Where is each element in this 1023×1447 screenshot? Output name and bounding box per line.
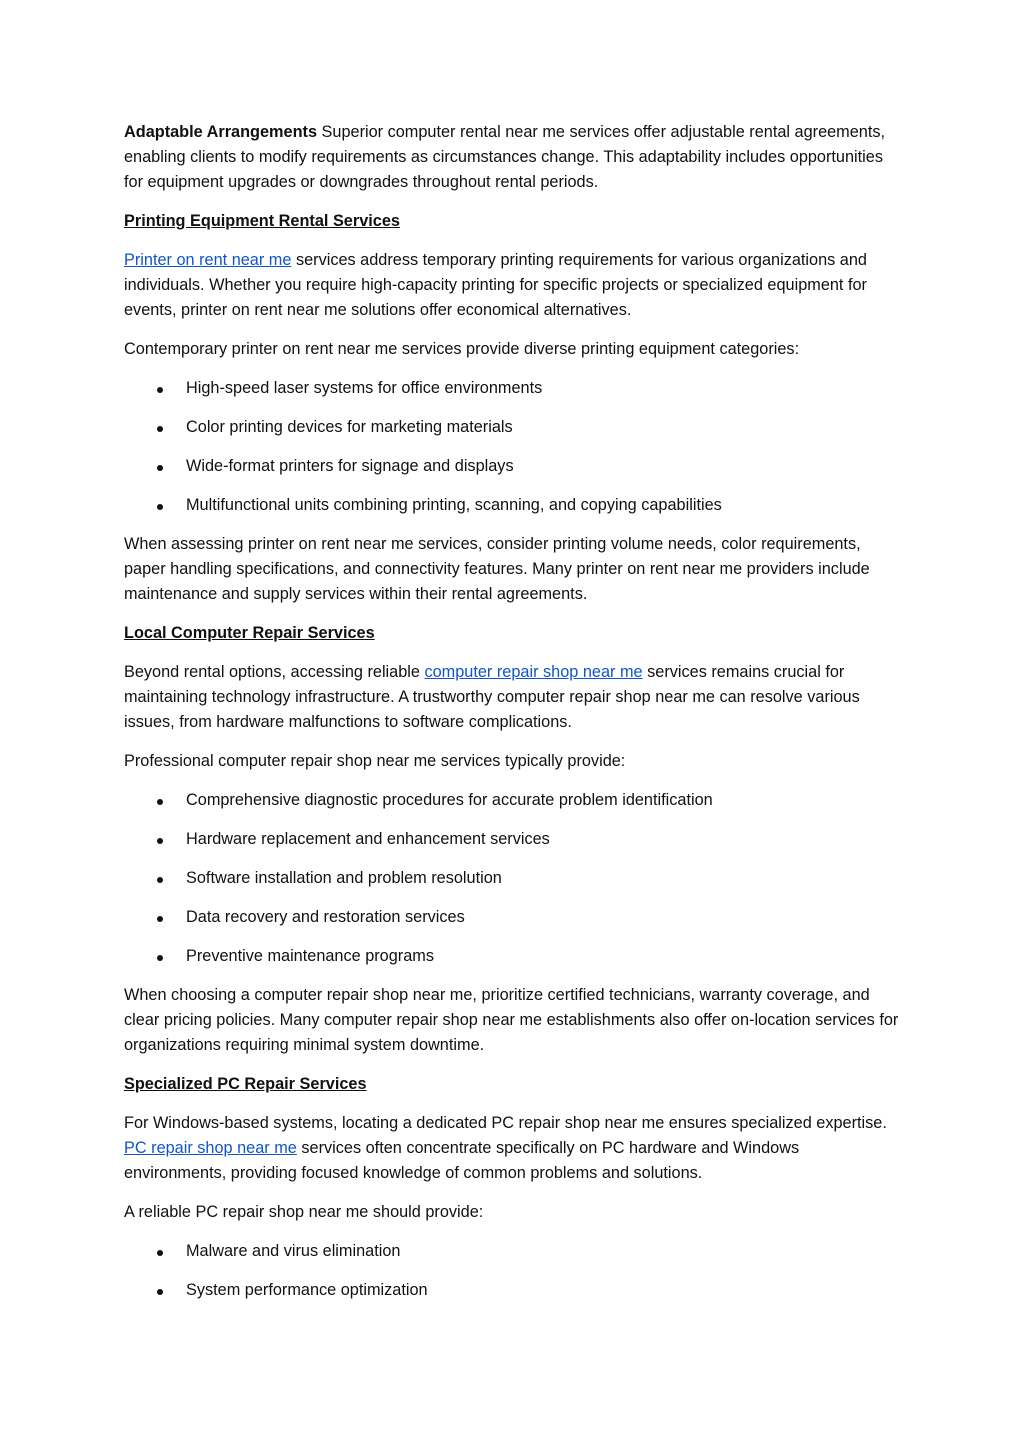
list-item-text: Comprehensive diagnostic procedures for accurate problem identification bbox=[186, 791, 713, 809]
bullet-icon bbox=[157, 426, 163, 432]
pc-repair-link[interactable]: PC repair shop near me bbox=[124, 1139, 297, 1157]
list-item bbox=[124, 827, 899, 852]
list-item bbox=[124, 454, 899, 479]
list-item bbox=[124, 788, 899, 813]
bullet-icon bbox=[157, 877, 163, 883]
bullet-icon bbox=[157, 1289, 163, 1295]
printing-paragraph-1-text: services address temporary printing requirements for various organizations and individuals. Whether you require high-capacity printing for specific projects or specialized equipment for events, printer on rent near me solutions offer economical alternatives. bbox=[124, 251, 867, 319]
bullet-icon bbox=[157, 465, 163, 471]
list-item-text: Data recovery and restoration services bbox=[186, 908, 465, 926]
bullet-icon bbox=[157, 955, 163, 961]
pc-repair-paragraph-1-before: For Windows-based systems, locating a dedicated PC repair shop near me ensures specialized expertise. bbox=[124, 1114, 887, 1132]
list-item-text: Color printing devices for marketing materials bbox=[186, 418, 513, 436]
printing-heading: Printing Equipment Rental Services bbox=[124, 212, 400, 230]
document-page bbox=[124, 120, 899, 1317]
repair-paragraph-1-after: services remains crucial for maintaining technology infrastructure. A trustworthy computer repair shop near me can resolve various issues, from hardware malfunctions to software complications. bbox=[124, 663, 860, 731]
list-item-text: Malware and virus elimination bbox=[186, 1242, 401, 1260]
list-item bbox=[124, 493, 899, 518]
list-item bbox=[124, 905, 899, 930]
list-item-text: Software installation and problem resolution bbox=[186, 869, 502, 887]
list-item bbox=[124, 944, 899, 969]
list-item bbox=[124, 866, 899, 891]
list-item-text: Multifunctional units combining printing, scanning, and copying capabilities bbox=[186, 496, 722, 514]
pc-repair-paragraph-1 bbox=[124, 1111, 899, 1186]
pc-repair-paragraph-1-after: services often concentrate specifically on PC hardware and Windows environments, providing focused knowledge of common problems and solutions. bbox=[124, 1139, 800, 1182]
list-item-text: Preventive maintenance programs bbox=[186, 947, 434, 965]
list-item-text: System performance optimization bbox=[186, 1281, 428, 1299]
bullet-icon bbox=[157, 916, 163, 922]
bullet-icon bbox=[157, 1250, 163, 1256]
list-item-text: Wide-format printers for signage and displays bbox=[186, 457, 514, 475]
repair-paragraph-2: Professional computer repair shop near me services typically provide: bbox=[124, 752, 626, 770]
intro-bold-lead: Adaptable Arrangements bbox=[124, 123, 318, 141]
list-item bbox=[124, 415, 899, 440]
intro-paragraph bbox=[124, 120, 899, 195]
bullet-icon bbox=[157, 387, 163, 393]
bullet-icon bbox=[157, 504, 163, 510]
bullet-icon bbox=[157, 799, 163, 805]
list-item-text: High-speed laser systems for office environments bbox=[186, 379, 543, 397]
repair-list bbox=[124, 788, 899, 969]
printing-paragraph-3: When assessing printer on rent near me services, consider printing volume needs, color requirements, paper handling specifications, and connectivity features. Many printer on rent near me providers include maintenance and supply services within their rental agreements. bbox=[124, 535, 870, 603]
intro-text: Superior computer rental near me services offer adjustable rental agreements, enabling clients to modify requirements as circumstances change. This adaptability includes opportunities for equipment upgrades or downgrades throughout rental periods. bbox=[124, 123, 886, 191]
list-item bbox=[124, 1278, 899, 1303]
list-item-text: Hardware replacement and enhancement services bbox=[186, 830, 550, 848]
pc-repair-heading: Specialized PC Repair Services bbox=[124, 1075, 367, 1093]
pc-repair-list bbox=[124, 1239, 899, 1303]
list-item bbox=[124, 376, 899, 401]
list-item bbox=[124, 1239, 899, 1264]
bullet-icon bbox=[157, 838, 163, 844]
repair-paragraph-1-before: Beyond rental options, accessing reliable bbox=[124, 663, 425, 681]
repair-paragraph-1 bbox=[124, 660, 899, 735]
computer-repair-link[interactable]: computer repair shop near me bbox=[424, 663, 643, 681]
repair-paragraph-3: When choosing a computer repair shop near me, prioritize certified technicians, warranty coverage, and clear pricing policies. Many computer repair shop near me establishments also offer on-location services for organizations requiring minimal system downtime. bbox=[124, 986, 899, 1054]
printing-paragraph-1 bbox=[124, 248, 899, 323]
repair-heading: Local Computer Repair Services bbox=[124, 624, 375, 642]
pc-repair-paragraph-2: A reliable PC repair shop near me should provide: bbox=[124, 1203, 484, 1221]
printer-rent-link[interactable]: Printer on rent near me bbox=[124, 251, 292, 269]
printing-list bbox=[124, 376, 899, 518]
printing-paragraph-2: Contemporary printer on rent near me services provide diverse printing equipment categories: bbox=[124, 340, 800, 358]
